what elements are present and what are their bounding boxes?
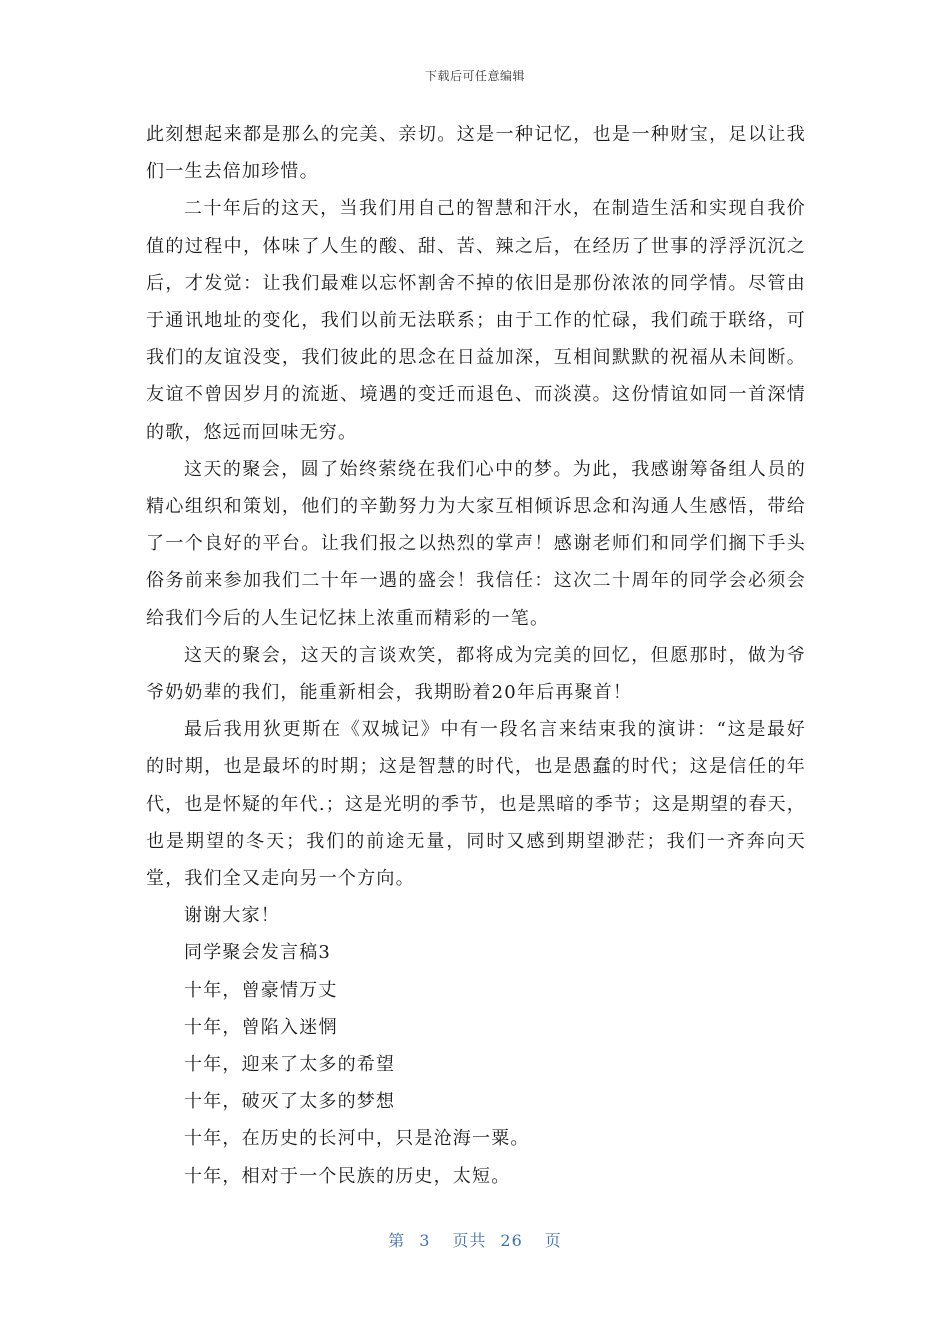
- paragraph: 这天的聚会，圆了始终萦绕在我们心中的梦。为此，我感谢筹备组人员的精心组织和策划，他们的辛勤努力为大家互相倾诉思念和沟通人生感悟，带给了一个良好的平台。让我们报之以热烈的掌声！感谢老师们和同学们搁下手头俗务前来参加我们二十年一遇的盛会！我信任：这次二十周年的同学会必须会给我们今后的人生记忆抹上浓重而精彩的一笔。: [146, 458, 806, 629]
- section-title: 同学聚会发言稿3: [184, 942, 332, 964]
- current-page-number: 3: [419, 1231, 431, 1250]
- paragraph: 最后我用狄更斯在《双城记》中有一段名言来结束我的演讲：“这是最好的时期，也是最坏的时期；这是智慧的时代，也是愚蠢的时代；这是信任的年代，也是怀疑的年代.；这是光明的季节，也是黑暗的季节；这是期望的春天，也是期望的冬天；我们的前途无量，同时又感到期望渺茫；我们一齐奔向天堂，我们全又走向另一个方向。: [146, 719, 806, 890]
- header-note: 下载后可任意编辑: [424, 69, 525, 83]
- page-label-suffix: 页: [544, 1231, 562, 1250]
- poem-line: 十年，在历史的长河中，只是沧海一粟。: [184, 1128, 530, 1150]
- poem-line: 十年，破灭了太多的梦想: [184, 1091, 396, 1113]
- document-body: [146, 116, 806, 1195]
- total-pages-number: 26: [500, 1231, 523, 1250]
- page-footer: [0, 1228, 950, 1251]
- paragraph-thanks: 谢谢大家！: [184, 905, 280, 927]
- poem-line: 十年，曾豪情万丈: [184, 979, 338, 1001]
- paragraph: 这天的聚会，这天的言谈欢笑，都将成为完美的回忆，但愿那时，做为爷爷奶奶辈的我们，能重新相会，我期盼着20年后再聚首！: [146, 644, 806, 704]
- poem-line: 十年，相对于一个民族的历史，太短。: [184, 1165, 511, 1187]
- paragraph: 二十年后的这天，当我们用自己的智慧和汗水，在制造生活和实现自我价值的过程中，体味了人生的酸、甜、苦、辣之后，在经历了世事的浮浮沉沉之后，才发觉：让我们最难以忘怀割舍不掉的依旧是那份浓浓的同学情。尽管由于通讯地址的变化，我们以前无法联系；由于工作的忙碌，我们疏于联络，可我们的友谊没变，我们彼此的思念在日益加深，互相间默默的祝福从未间断。友谊不曾因岁月的流逝、境遇的变迁而退色、而淡漠。这份情谊如同一首深情的歌，悠远而回味无穷。: [146, 198, 806, 443]
- poem-line: 十年，迎来了太多的希望: [184, 1054, 396, 1076]
- poem-line: 十年，曾陷入迷惘: [184, 1016, 338, 1038]
- page-label-mid: 页共: [452, 1231, 487, 1250]
- paragraph-continuation: 此刻想起来都是那么的完美、亲切。这是一种记忆，也是一种财宝，足以让我们一生去倍加珍惜。: [146, 124, 806, 183]
- page-label-prefix: 第: [388, 1231, 406, 1250]
